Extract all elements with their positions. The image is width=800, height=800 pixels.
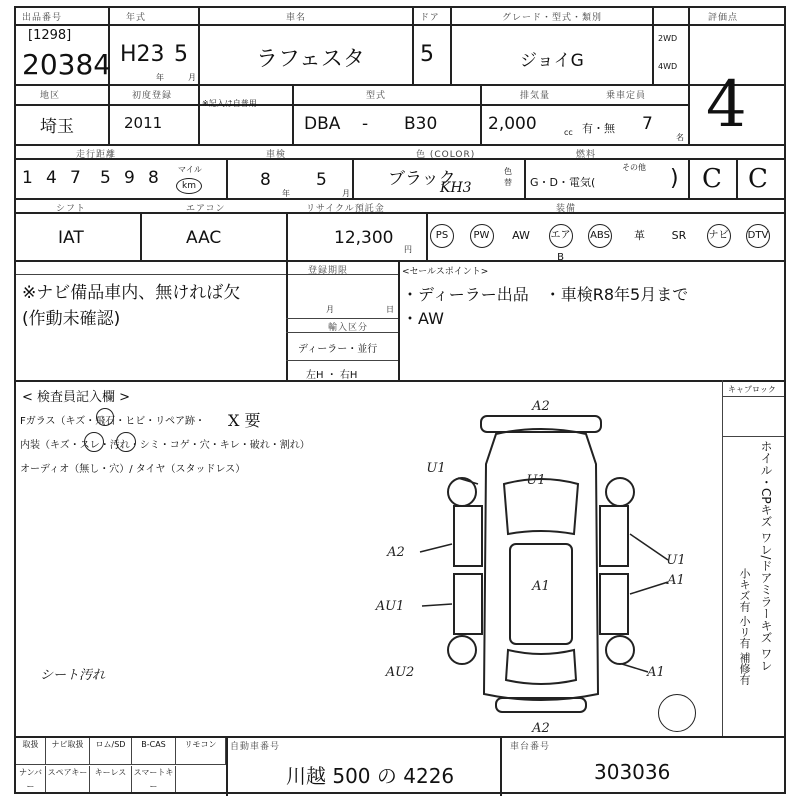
car-diagram <box>375 394 686 736</box>
vertical-sub: 小キズ有 小リ有 補修有 <box>738 568 751 685</box>
tsuki-label: 月 <box>188 73 196 82</box>
fuel-close-paren: ) <box>670 166 679 191</box>
yen-label: 円 <box>404 245 412 254</box>
inspection-nen: 年 <box>282 189 290 198</box>
glass-line: Fガラス（キズ・飛石・ヒビ・リペア跡・ <box>20 416 206 427</box>
color-name: ブラック <box>388 169 456 189</box>
sales-label: <セールスポイント> <box>402 267 489 277</box>
era-year: H23 <box>120 42 165 67</box>
sales-point-1: ・ディーラー出品 ・車検R8年5月まで <box>402 285 689 304</box>
first-reg-label: 初度登録 <box>132 91 173 101</box>
footer-cell: B-CAS <box>132 738 176 764</box>
equipment-item: ABS <box>588 224 612 248</box>
glass-mark: X 要 <box>228 411 261 430</box>
footer-cell: キーレス <box>90 766 132 792</box>
region-label: 地区 <box>40 91 61 101</box>
drive-2wd: 2WD <box>658 34 678 43</box>
shift: IAT <box>58 228 84 248</box>
equipment-item: DTV <box>746 224 770 248</box>
equipment-item: 革 <box>634 229 645 242</box>
plate-label: 自動車番号 <box>230 742 281 752</box>
chassis-label: 車台番号 <box>510 742 551 752</box>
footer-cell: リモコン <box>176 738 226 764</box>
damage-mark: A1 <box>667 573 685 588</box>
fuel-other-label: その他 <box>622 163 646 172</box>
car-name: ラフェスタ <box>256 47 365 72</box>
aircon: AAC <box>186 228 222 248</box>
drive-4wd: 4WD <box>658 62 678 71</box>
header-score-label: 評価点 <box>708 13 739 23</box>
car-wheel-front-right <box>606 478 634 506</box>
displacement-label: 排気量 <box>520 91 551 101</box>
damage-leader-line <box>420 544 452 552</box>
equipment-label: 装備 <box>556 204 577 214</box>
damage-leader-line <box>622 664 648 672</box>
color-change-label: 色替 <box>504 167 512 187</box>
damage-mark: AU2 <box>385 665 415 680</box>
damage-mark: AU1 <box>375 599 405 614</box>
car-wheel-rear-left <box>448 636 476 664</box>
header-name-label: 車名 <box>286 13 307 23</box>
first-reg-year: 2011 <box>124 114 163 132</box>
damage-mark: A2 <box>532 721 550 736</box>
car-body-outline <box>484 429 598 700</box>
car-right-rear-door <box>600 574 628 634</box>
mileage-digit: 7 <box>70 168 81 188</box>
inspector-title: < 検査員記入欄 > <box>22 390 131 405</box>
nen-label: 年 <box>156 73 164 82</box>
inspection-tsuki: 月 <box>342 189 350 198</box>
interior-dirt-circle <box>116 432 136 452</box>
car-right-front-door <box>600 506 628 566</box>
car-left-front-door <box>454 506 482 566</box>
damage-mark: A2 <box>387 545 405 560</box>
seats-label: 乗車定員 <box>606 91 647 101</box>
expiry-month: 月 <box>326 305 334 314</box>
grade: ジョイG <box>520 51 584 71</box>
footer-cell: 取扱 <box>16 738 46 764</box>
footer-cell: スマートキー <box>132 766 176 792</box>
footer-cell: スペアキー <box>46 766 90 792</box>
aircon-label: エアコン <box>186 204 226 214</box>
recycle-label: リサイクル預託金 <box>306 204 385 214</box>
equipment-item: SR <box>671 229 687 242</box>
model-code: B30 <box>404 114 438 134</box>
damage-mark: A1 <box>532 579 550 594</box>
mileage-digit: 4 <box>46 168 57 188</box>
glass-chip-circle <box>96 408 114 426</box>
note-line1: ※ナビ備品車内、無ければ欠 <box>22 283 241 303</box>
grade-c2: C <box>748 164 768 194</box>
mileage-digit: 8 <box>148 168 159 188</box>
inspection-label: 車検 <box>266 150 287 160</box>
car-roof <box>510 544 572 644</box>
fuel-label: 燃料 <box>576 150 597 160</box>
note-small: ※記入は自普用 <box>202 99 257 108</box>
footer-cell: ナビ取扱 <box>46 738 90 764</box>
mileage-digit: 9 <box>124 168 135 188</box>
region: 埼玉 <box>40 117 74 137</box>
vertical-text: ホイル・CPキズ ワレ/ドアミラーキズ ワレ <box>759 440 773 672</box>
steering-label: 左H ・ 右H <box>306 370 358 381</box>
recycle-fee: 12,300 <box>334 228 394 248</box>
reg-expiry-label: 登録期限 <box>308 266 349 276</box>
equipment-item: AW <box>512 229 530 242</box>
km-circle: km <box>176 178 202 194</box>
expiry-day: 日 <box>386 305 394 314</box>
mile-label: マイル <box>178 165 202 174</box>
footer-cell: ロム/SD <box>90 738 132 764</box>
turbo-label: 有・無 <box>582 122 615 135</box>
damage-mark: U1 <box>426 461 446 476</box>
score-value: 4 <box>706 68 747 142</box>
door-count: 5 <box>420 42 434 67</box>
header-year-label: 年式 <box>126 13 147 23</box>
equipment-item: ナビ <box>707 224 731 248</box>
damage-leader-line <box>630 534 668 560</box>
damage-mark: U1 <box>526 473 546 488</box>
inspection-month: 5 <box>316 170 327 190</box>
car-wheel-rear-right <box>606 636 634 664</box>
dealer-label: ディーラー・並行 <box>298 344 378 355</box>
header-grade-label: グレード・型式・類別 <box>502 13 603 23</box>
inspection-year: 8 <box>260 170 271 190</box>
auction-sheet <box>14 6 786 794</box>
damage-mark: U1 <box>666 553 686 568</box>
damage-leader-line <box>630 582 668 594</box>
car-rear-window <box>506 650 576 684</box>
model-prefix: DBA <box>304 114 341 134</box>
note-line2: (作動未確認) <box>22 309 121 329</box>
lot-prefix: [1298] <box>28 28 72 43</box>
inspector-handnote: シート汚れ <box>40 668 106 683</box>
plate-number: 川越 500 の 4226 <box>286 764 455 788</box>
color-label: 色 (COLOR) <box>416 150 476 160</box>
model-label: 型式 <box>366 91 387 101</box>
lot-number: 20384 <box>22 48 112 81</box>
equipment-item: エアB <box>549 224 573 248</box>
displacement: 2,000 <box>488 114 537 134</box>
color-code: KH3 <box>440 180 472 196</box>
model-dash: - <box>362 114 369 134</box>
mileage-digit: 5 <box>100 168 111 188</box>
mei-label: 名 <box>676 133 684 142</box>
equipment-item: PW <box>470 224 494 248</box>
grade-c1: C <box>702 164 722 194</box>
header-door-label: ドア <box>420 13 440 23</box>
damage-leader-line <box>422 604 452 606</box>
car-left-rear-door <box>454 574 482 634</box>
shift-label: シフト <box>56 204 87 214</box>
sales-point-2: ・AW <box>402 309 444 328</box>
damage-mark: A1 <box>647 665 665 680</box>
registration-month: 5 <box>174 42 188 67</box>
interior-line: 内装（キズ・スレ・汚れ・シミ・コゲ・穴・キレ・破れ・割れ） <box>20 440 310 451</box>
seats: 7 <box>642 114 653 134</box>
chassis-number: 303036 <box>594 760 671 784</box>
entry-label: 輸入区分 <box>328 323 369 333</box>
audio-line: オーディオ（無し・穴）/ タイヤ（スタッドレス） <box>20 464 246 475</box>
damage-mark: A2 <box>532 399 550 414</box>
footer-cell: ナンバー <box>16 766 46 792</box>
cp-label: キャプロック <box>728 385 776 394</box>
interior-wear-circle <box>84 432 104 452</box>
fuel-options: G・D・電気( <box>530 176 596 189</box>
mileage-label: 走行距離 <box>76 150 117 160</box>
equipment-item: PS <box>430 224 454 248</box>
header-lot-label: 出品番号 <box>22 13 63 23</box>
cc-label: cc <box>564 128 573 137</box>
mileage-digit: 1 <box>22 168 33 188</box>
